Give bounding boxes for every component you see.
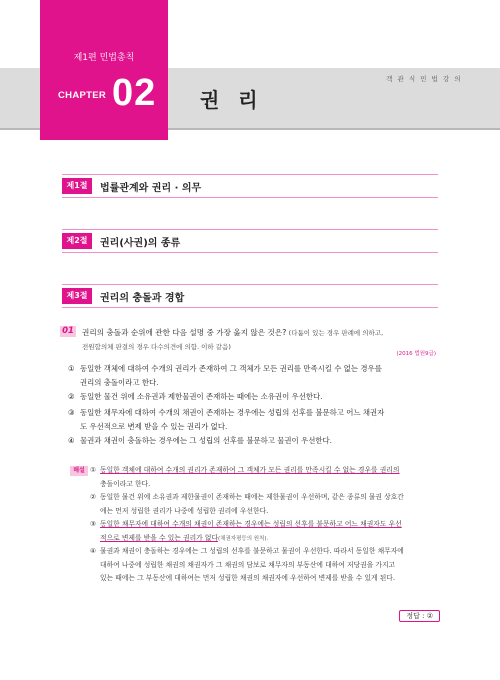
explanation-item-4	[90, 545, 440, 586]
explanation-text: 에는 먼저 성립한 권리가 나중에 성립한 권리에 우선한다.	[100, 506, 269, 515]
part-label: 제1편 민법총칙	[73, 53, 135, 63]
section-tag: 제1절	[62, 178, 92, 194]
series-title: 객 관 식 민 법 강 의	[386, 75, 462, 83]
explanation-item-3	[90, 518, 440, 546]
option-number: ①	[68, 364, 75, 373]
section-1-heading	[62, 174, 438, 198]
section-title: 법률관계와 권리 · 의무	[100, 183, 202, 194]
question-note-cont: 전원합의체 판결의 경우 다수의견에 의함. 이하 같음)	[82, 343, 231, 351]
explanation-number: ①	[90, 466, 97, 474]
question-stem	[82, 326, 442, 354]
option-4	[68, 434, 440, 448]
explanation-number: ④	[90, 547, 97, 555]
explanation-note: (채권자평등의 원칙).	[218, 535, 269, 542]
section-2-heading	[62, 229, 438, 253]
explanation-text: 동일한 채무자에 대하여 수개의 채권이 존재하는 경우에는 성립의 선후를 불문하고 어느 채권자도 우선	[100, 520, 402, 528]
chapter-title: 권 리	[200, 88, 264, 112]
option-number: ③	[68, 408, 75, 417]
section-tag: 제3절	[62, 288, 92, 304]
question-number: 01	[60, 326, 76, 337]
explanation-tag: 해설	[70, 466, 88, 476]
explanation-text: 동일한 객체에 대하여 수개의 권리가 존재하여 그 객체가 모든 권리를 만족시킬 수 없는 경우를 권리의	[100, 466, 400, 474]
explanation-block	[70, 466, 440, 608]
explanation-item-2	[90, 491, 440, 518]
explanation-text: 있는 때에는 그 부동산에 대하여는 먼저 성립한 채권의 채권자에 우선하여 변제를 받을 수 있게 된다.	[100, 574, 396, 582]
option-3	[68, 406, 440, 433]
option-text: 동일한 채무자에 대하여 수개의 채권이 존재하는 경우에는 성립의 선후를 불문하고 어느 채권자	[80, 408, 385, 417]
option-text: 동일한 물건 위에 소유권과 제한물권이 존재하는 때에는 소유권이 우선한다.	[80, 392, 323, 401]
explanation-number: ②	[90, 493, 97, 501]
option-text-cont: 권리의 충돌이라고 한다.	[80, 377, 159, 387]
question-source: (2016 법원9급)	[396, 351, 436, 357]
explanation-text: 적으로 변제를 받을 수 있는 권리가 없다	[100, 533, 219, 542]
explanation-item-1	[90, 464, 440, 491]
section-3-heading	[62, 284, 438, 308]
explanation-text: 대하여 나중에 성립한 채권의 채권자가 그 채권의 담보로 채무자의 부동산에 대하여 저당권을 가지고	[100, 560, 396, 569]
option-text: 동일한 객체에 대하여 수개의 권리가 존재하여 그 객체가 모든 권리를 만족시킬 수 없는 경우를	[80, 364, 382, 373]
chapter-number: 02	[112, 72, 157, 114]
question-text: 권리의 충돌과 순위에 관한 다음 설명 중 가장 옳지 않은 것은?	[82, 328, 287, 337]
question-note: (다툼이 있는 경우 판례에 의하고,	[288, 329, 384, 337]
section-title: 권리(사권)의 종류	[100, 238, 181, 249]
section-tag: 제2절	[62, 233, 92, 249]
option-text: 물권과 채권이 충돌하는 경우에는 그 성립의 선후를 불문하고 물권이 우선한다.	[80, 436, 332, 445]
option-text-cont: 도 우선적으로 변제 받을 수 있는 권리가 없다.	[80, 421, 228, 431]
section-title: 권리의 충돌과 경합	[100, 293, 185, 304]
explanation-number: ③	[90, 520, 97, 528]
explanation-text: 충돌이라고 한다.	[100, 479, 151, 488]
chapter-word: CHAPTER	[58, 90, 107, 101]
option-number: ④	[68, 436, 75, 445]
option-1	[68, 362, 440, 389]
chapter-block	[40, 0, 168, 140]
explanation-text: 물권과 채권이 충돌하는 경우에는 그 성립의 선후를 불문하고 물권이 우선한다. 따라서 동일한 채무자에	[100, 547, 404, 555]
option-2	[68, 390, 440, 404]
option-number: ②	[68, 392, 75, 401]
answer-box: 정답 : ②	[399, 610, 440, 622]
explanation-text: 동일한 물건 위에 소유권과 제한물권이 존재하는 때에는 제한물권이 우선하며, 같은 종류의 물권 상호간	[100, 493, 404, 501]
